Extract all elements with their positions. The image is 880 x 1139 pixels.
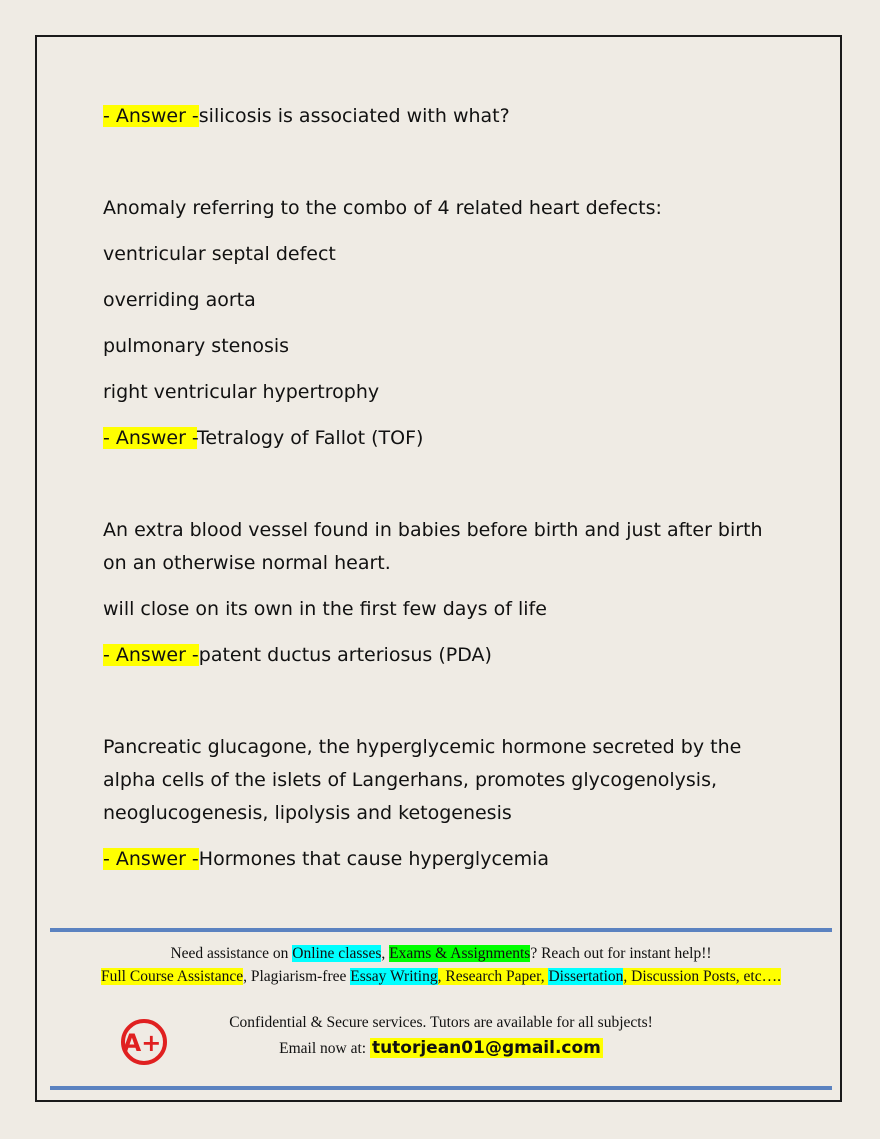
- qa-content: [103, 100, 783, 889]
- answer-text: Hormones that cause hyperglycemia: [198, 848, 550, 870]
- exams-assignments-label: Exams & Assignments: [389, 945, 531, 962]
- footer-bottom-rule: [50, 1086, 832, 1090]
- research-paper-label: , Research Paper,: [437, 968, 549, 985]
- footer-line-4: [50, 1038, 832, 1058]
- question-line: overriding aorta: [103, 289, 256, 311]
- online-classes-label: Online classes: [292, 945, 382, 962]
- question-line: pulmonary stenosis: [103, 335, 290, 357]
- answer-line: [103, 639, 783, 672]
- question-line: An extra blood vessel found in babies before birth and just after birth on an otherwise normal heart.: [103, 519, 763, 574]
- answer-prefix: - Answer -: [103, 427, 198, 449]
- question-line: Anomaly referring to the combo of 4 related heart defects:: [103, 197, 662, 219]
- email-label: Email now at:: [279, 1040, 370, 1057]
- dissertation-label: Dissertation: [548, 968, 624, 985]
- footer-text: , Plagiarism-free: [243, 968, 351, 985]
- answer-text: patent ductus arteriosus (PDA): [198, 644, 492, 666]
- footer-text: ,: [381, 945, 390, 962]
- answer-text: Tetralogy of Fallot (TOF): [197, 427, 424, 449]
- footer-line-2: [50, 968, 832, 986]
- full-course-label: Full Course Assistance: [101, 968, 244, 985]
- footer-top-rule: [50, 928, 832, 932]
- question-line: right ventricular hypertrophy: [103, 381, 380, 403]
- answer-prefix: - Answer -: [103, 848, 199, 870]
- answer-prefix: - Answer -: [103, 105, 199, 127]
- answer-line: [103, 843, 783, 876]
- discussion-posts-label: , Discussion Posts, etc….: [623, 968, 781, 985]
- answer-prefix: - Answer -: [103, 644, 199, 666]
- essay-writing-label: Essay Writing: [350, 968, 438, 985]
- answer-line: [103, 422, 783, 455]
- footer-line-1: [50, 945, 832, 963]
- email-address[interactable]: tutorjean01@gmail.com: [371, 1038, 601, 1058]
- logo-text: A+: [122, 1029, 162, 1057]
- footer-text: Need assistance on: [170, 945, 293, 962]
- question-line: will close on its own in the first few days of life: [103, 598, 547, 620]
- footer-line-3: Confidential & Secure services. Tutors are available for all subjects!: [229, 1014, 653, 1031]
- question-line: Pancreatic glucagone, the hyperglycemic hormone secreted by the alpha cells of the islets of Langerhans, promotes glycogenolysis, neoglucogenesis, lipolysis and ketogenesis: [103, 736, 742, 824]
- answer-line: [103, 100, 783, 133]
- footer-text: ? Reach out for instant help!!: [530, 945, 712, 962]
- question-line: ventricular septal defect: [103, 243, 336, 265]
- answer-text: silicosis is associated with what?: [198, 105, 510, 127]
